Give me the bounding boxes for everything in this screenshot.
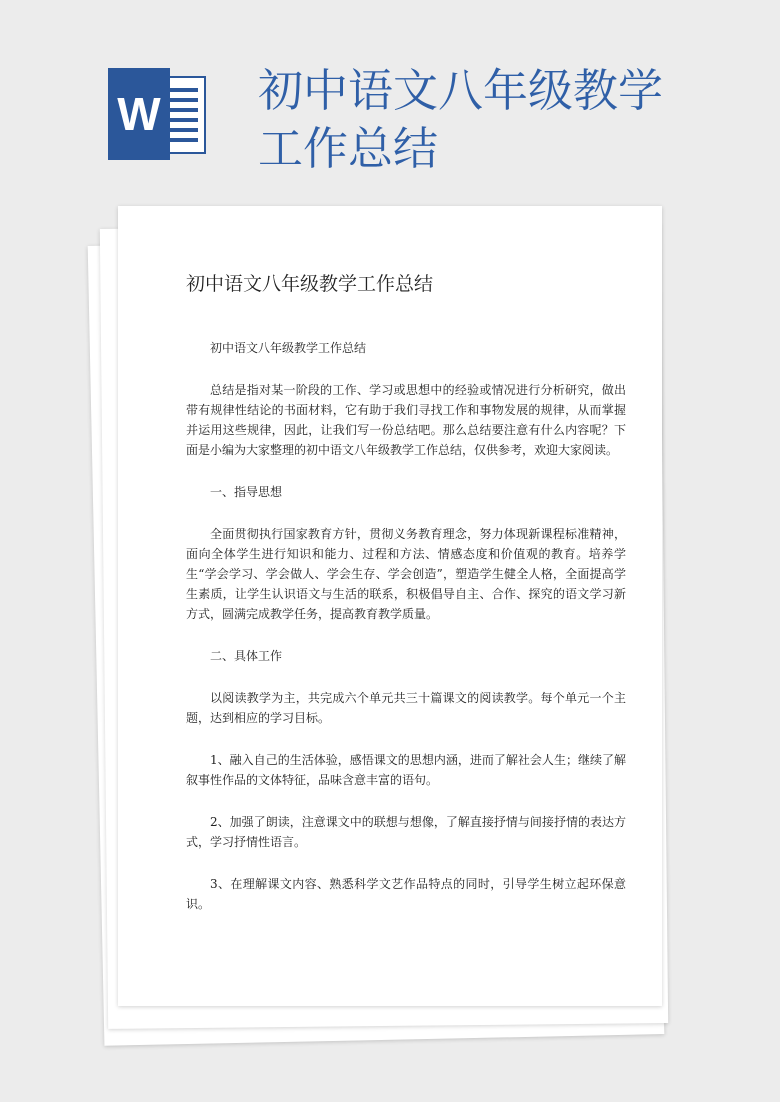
- list-item: 2、加强了朗读，注意课文中的联想与想像，了解直接抒情与间接抒情的表达方式，学习抒情性语言。: [186, 815, 626, 849]
- word-document-icon: [108, 68, 208, 160]
- page-title: 初中语文八年级教学工作总结: [258, 64, 664, 175]
- section-heading-guiding: 一、指导思想: [210, 485, 283, 499]
- section-heading-work: 二、具体工作: [210, 649, 283, 663]
- list-item: 3、在理解课文内容、熟悉科学文艺作品特点的同时，引导学生树立起环保意识。: [186, 877, 626, 911]
- work-paragraph: 以阅读教学为主，共完成六个单元共三十篇课文的阅读教学。每个单元一个主题，达到相应的学习目标。: [186, 691, 626, 725]
- header-banner: [0, 0, 780, 200]
- document-title: 初中语文八年级教学工作总结: [186, 273, 434, 295]
- intro-paragraph: 总结是指对某一阶段的工作、学习或思想中的经验或情况进行分析研究，做出带有规律性结论的书面材料，它有助于我们寻找工作和事物发展的规律，从而掌握并运用这些规律，因此，让我们写一份总结吧。那么总结要注意有什么内容呢？下面是小编为大家整理的初中语文八年级教学工作总结，仅供参考，欢迎大家阅读。: [186, 383, 626, 457]
- document-body: [186, 270, 626, 936]
- document-subtitle: 初中语文八年级教学工作总结: [210, 341, 367, 355]
- list-item: 1、融入自己的生活体验，感悟课文的思想内涵，进而了解社会人生；继续了解叙事性作品的文体特征，品味含意丰富的语句。: [186, 753, 626, 787]
- word-logo-letter: W: [108, 68, 170, 160]
- guiding-paragraph: 全面贯彻执行国家教育方针，贯彻义务教育理念，努力体现新课程标准精神，面向全体学生进行知识和能力、过程和方法、情感态度和价值观的教育。培养学生“学会学习、学会做人、学会生存、学会创造”，塑造学生健全人格，全面提高学生素质，让学生认识语文与生活的联系，积极倡导自主、合作、探究的语文学习新方式，圆满完成教学任务，提高教育教学质量。: [186, 527, 626, 621]
